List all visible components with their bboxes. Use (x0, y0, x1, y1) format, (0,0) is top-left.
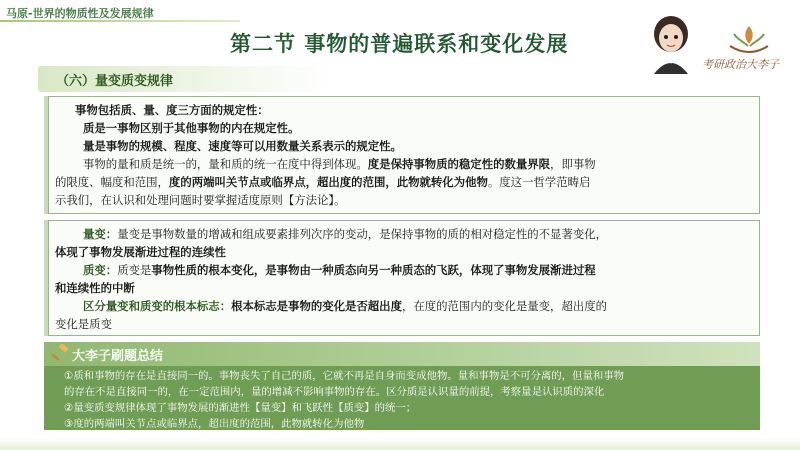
quant-text-b: ，是保持事物的质的相对稳定性的不显著变化， (367, 227, 608, 241)
header-rule (0, 20, 240, 22)
quant-label: 量变： (83, 227, 118, 241)
unity-text: 事物的量和质是统一的，量和质的统一在度中得到体现。 (83, 157, 368, 171)
qual-text-a: 质变是 (117, 263, 152, 277)
gavel-icon (52, 344, 70, 362)
summary-item-1b: 的存在不是直接同一的，在一定范围内，量的增减不影响事物的存在。区分质是认识量的前提，考察量是认识质的深化 (64, 386, 605, 398)
definition-quantity: 量是事物的规模、程度、速度等可以用数量关系表示的规定性。 (83, 139, 402, 153)
brand-logo-text: 考研政治大李子 (702, 58, 779, 71)
degree-boundary: 度的两端叫关节点或临界点，超出度的范围，此物就转化为他物 (168, 175, 488, 189)
degree-lesson: 。度这一哲学范畴启 (487, 175, 591, 189)
footer-band (0, 438, 800, 450)
degree-tail: ，即事物 (550, 157, 596, 171)
section-title: （六）量变质变规律 (56, 74, 174, 89)
change-box (48, 220, 760, 336)
summary-item-3: ③度的两端叫关节点或临界点，超出度的范围，此物就转化为他物 (64, 418, 365, 430)
quant-text-c: 体现了事物发展渐进过程的连续性 (55, 245, 226, 259)
diff-text-a: 根本标志是事物的变化是否超出度 (231, 299, 402, 313)
degree-definition: 度是保持事物质的稳定性的数量界限 (367, 157, 551, 171)
degree-range: 的限度、幅度和范围， (55, 175, 169, 189)
definition-quality: 质是一事物区别于其他事物的内在规定性。 (83, 121, 300, 135)
summary-item-1: ①质和事物的存在是直接同一的。事物丧失了自己的质，它就不再是自身而变成他物。量和事物是不可分离的，但量和事物 (64, 370, 625, 382)
quant-text-a: 量变是事物数量的增减和组成要素排列次序的变动 (117, 227, 368, 241)
course-label: 马原-世界的物质性及发展规律 (6, 7, 154, 20)
qual-text-b: 事物性质的根本变化，是事物由一种质态向另一种质态的飞跃，体现了事物发展渐进过程 (151, 263, 596, 277)
page-title: 第二节 事物的普遍联系和变化发展 (230, 31, 569, 56)
summary-title: 大李子刷题总结 (72, 349, 164, 364)
methodology-text: 示我们，在认识和处理问题时要掌握适度原则【方法论】。 (55, 193, 346, 207)
diff-label: 区分量变和质变的根本标志： (83, 299, 232, 313)
presenter-avatar (646, 12, 696, 74)
summary-body (44, 366, 760, 430)
summary-item-2: ②量变质变规律体现了事物发展的渐进性【量变】和飞跃性【质变】的统一； (64, 402, 417, 414)
qual-text-c: 和连续性的中断 (55, 281, 135, 295)
qual-label: 质变： (83, 263, 118, 277)
diff-text-b: ，在度的范围内的变化是量变，超出度的 (401, 299, 608, 313)
diff-text-c: 变化是质变 (55, 317, 112, 331)
definition-intro: 事物包括质、量、度三方面的规定性： (75, 103, 269, 117)
definition-box (48, 96, 760, 214)
